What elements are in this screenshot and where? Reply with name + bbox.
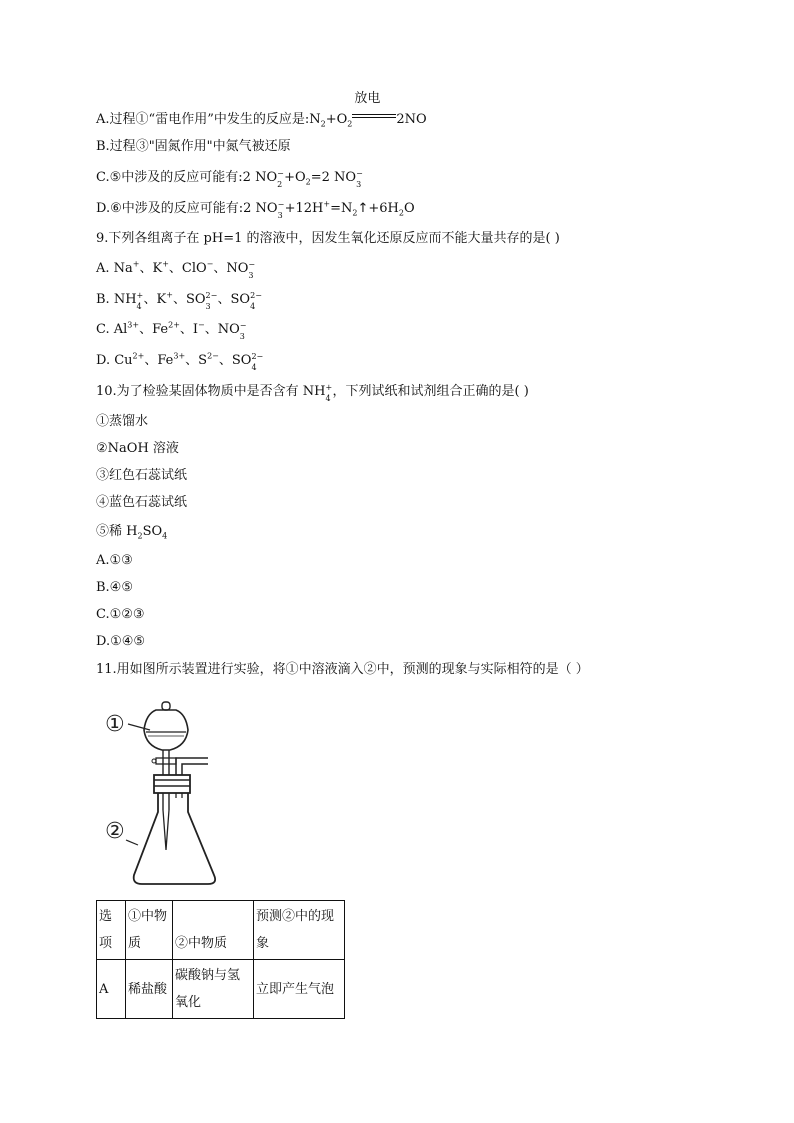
q10-choice-a: A.①③ [96, 553, 133, 568]
process-number: ⑥ [110, 201, 122, 216]
ion-charge: + 4 [325, 383, 333, 403]
q10-item-1: ①蒸馏水 [96, 414, 149, 429]
conical-flask [134, 793, 215, 884]
process-number: ① [135, 112, 149, 127]
ion-charge: − 3 [248, 260, 256, 280]
q10-item-2: ②NaOH 溶液 [96, 441, 179, 456]
text: C. [96, 170, 110, 185]
q10-choice-b: B.④⑤ [96, 580, 133, 595]
ion-charge: + 4 [136, 291, 144, 311]
cell-option: A [97, 960, 126, 1019]
rubber-stopper [154, 775, 190, 793]
ion-charge: − 2 [277, 169, 284, 189]
q10-item-3: ③红色石蕊试纸 [96, 468, 188, 483]
text: O [403, 201, 415, 216]
ion-charge: − 3 [356, 169, 363, 189]
q8-option-a [96, 91, 427, 129]
text: +O [325, 112, 348, 127]
q9-option-c: C. $Al^{3+}$、$Fe^{2+}$、I−、NO − 3 [96, 320, 247, 341]
label-funnel: ① [105, 712, 125, 737]
process-number: ③ [135, 139, 149, 154]
subscript: 2 [347, 119, 353, 129]
cell-observation: 立即产生气泡 [254, 960, 345, 1019]
q8-option-c: C.⑤中涉及的反应可能有:2 NO − 2 $+O_2=2$ NO − 3 [96, 169, 363, 189]
q10-choice-d: D.①④⑤ [96, 634, 146, 649]
q10-item-5: ⑤稀 $H_2SO_4$ [96, 524, 168, 541]
ion-charge: 2− 4 [250, 291, 262, 311]
text: B.过程 [96, 139, 136, 154]
text: “雷电作用”中发生的反应是:N [148, 112, 321, 127]
ion-charge: − 3 [277, 200, 285, 220]
subscript: 2 [352, 208, 358, 218]
text: 中涉及的反应可能有:2 NO [121, 170, 278, 185]
apparatus-diagram [96, 700, 256, 890]
reaction-condition: 放电 [354, 91, 381, 106]
cell-funnel-substance: 稀盐酸 [126, 960, 173, 1019]
q9-stem: 9.下列各组离子在 pH=1 的溶液中，因发生氧化还原反应而不能大量共存的是( ) [96, 231, 560, 246]
stopcock [156, 758, 176, 764]
funnel-bulb [144, 710, 188, 750]
q9-option-a: A. Na+、K+、ClO−、NO − 3 [96, 259, 256, 280]
text: 中涉及的反应可能有:2 NO [121, 201, 278, 216]
label-flask: ② [105, 819, 125, 844]
q11-stem: 11.用如图所示装置进行实验，将①中溶液滴入②中，预测的现象与实际相符的是（ ） [96, 662, 589, 677]
header-funnel-substance: ①中物 质 [126, 901, 173, 960]
text: +12H [284, 201, 324, 216]
text: =2 NO [310, 170, 357, 185]
q8-option-d [96, 200, 415, 218]
ion-charge: − 3 [239, 321, 247, 341]
text: +O [284, 170, 306, 185]
text: D. [96, 201, 111, 216]
q9-option-d: D. $Cu^{2+}$、$Fe^{3+}$、$S^{2-}$、SO 2− 4 [96, 351, 264, 372]
text: A.过程 [96, 112, 136, 127]
process-number: ⑤ [109, 170, 122, 185]
table-row [97, 960, 345, 1019]
text: =N [330, 201, 353, 216]
cell-flask-substance: 碳酸钠与氢 氧化 [173, 960, 254, 1019]
q9-option-b: B. NH + 4 、K+、SO 2− 3 、SO 2− 4 [96, 290, 262, 311]
ion-charge: 2− 3 [205, 291, 218, 311]
gas-arrow: ↑ [357, 201, 369, 216]
q10-choice-c: C.①②③ [96, 607, 145, 622]
text: +6H [368, 201, 399, 216]
subscript: 2 [320, 119, 326, 129]
subscript: 2 [398, 208, 404, 218]
header-observation: 预测②中的现 象 [254, 901, 345, 960]
ion-charge: 2− 4 [251, 352, 264, 372]
superscript: + [323, 199, 331, 209]
header-flask-substance: ②中物质 [173, 901, 254, 960]
options-table [96, 900, 345, 1019]
text: 2NO [396, 112, 427, 127]
q8-option-b [96, 138, 291, 156]
q10-stem: 10.为了检验某固体物质中是否含有 NH + 4 ，下列试纸和试剂组合正确的是( ) [96, 383, 529, 403]
stopper [162, 702, 170, 710]
q10-item-4: ④蓝色石蕊试纸 [96, 495, 188, 510]
table-header-row [97, 901, 345, 960]
header-option: 选 项 [97, 901, 126, 960]
text: "固氮作用"中氮气被还原 [148, 139, 291, 154]
reaction-arrow [352, 91, 396, 124]
